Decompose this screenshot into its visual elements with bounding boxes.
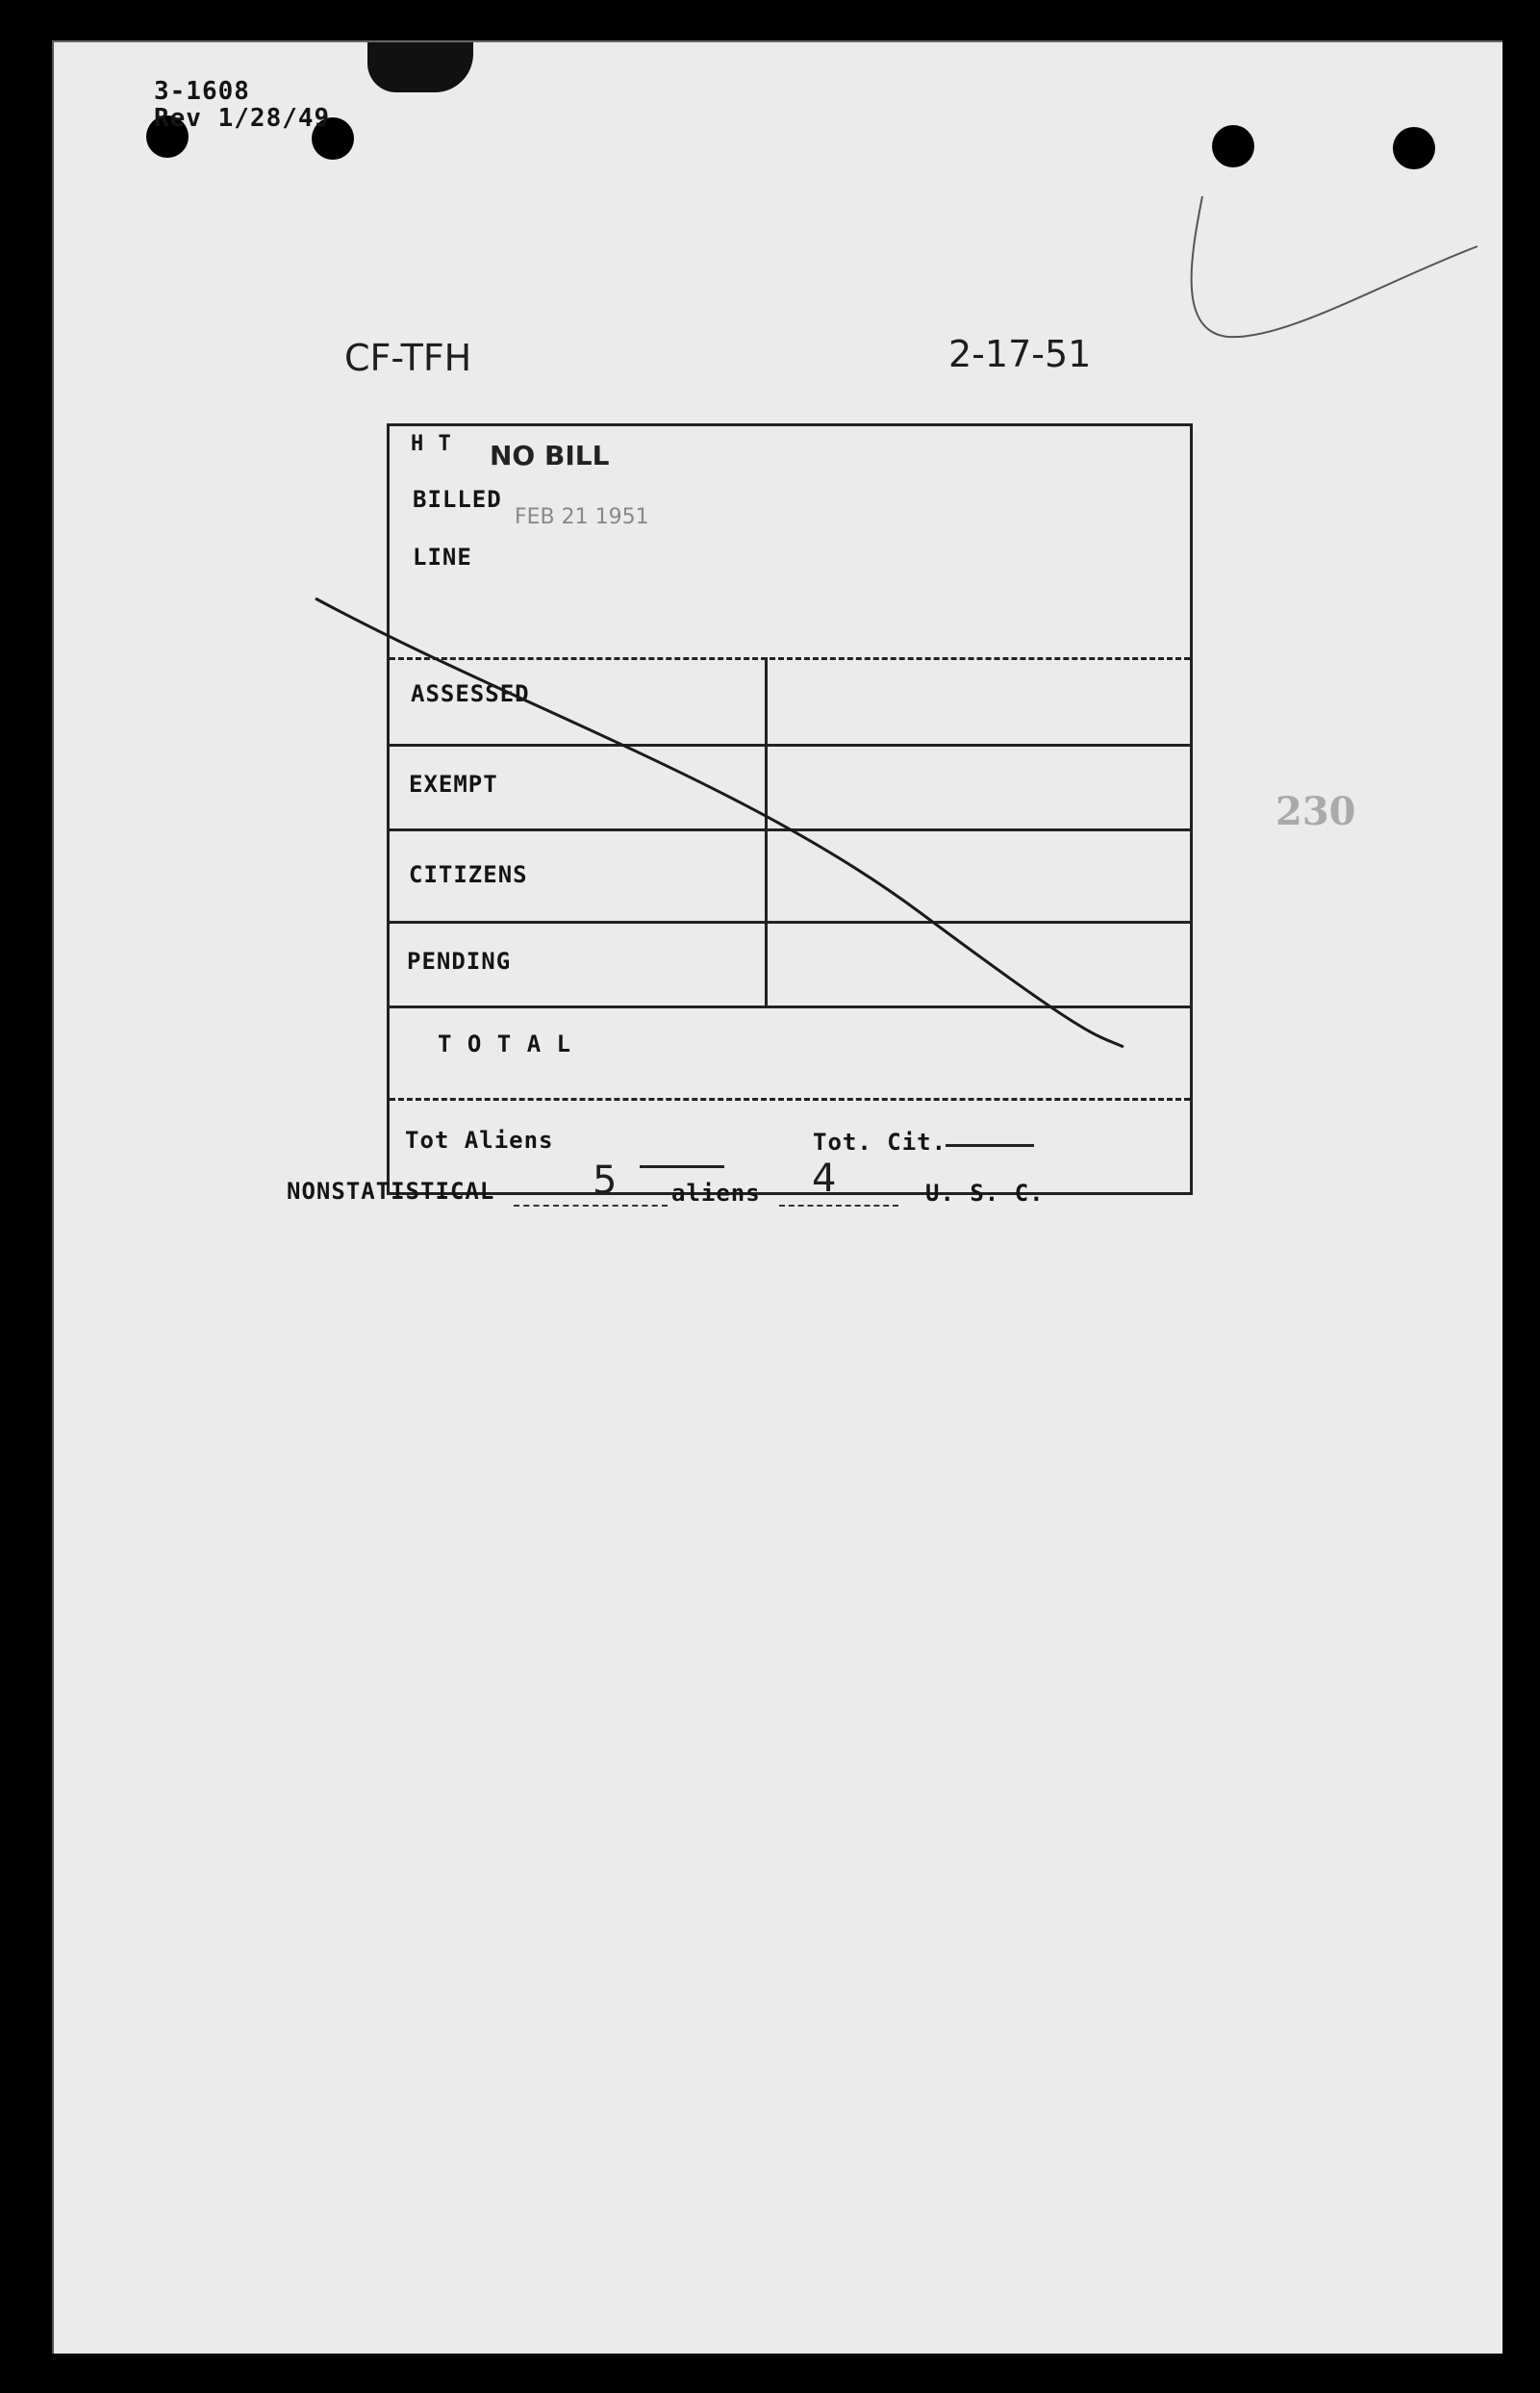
document-page bbox=[52, 40, 1502, 2354]
form-number: 3-1608 bbox=[154, 77, 250, 106]
ht-label: H T bbox=[411, 432, 452, 456]
tot-aliens-label: Tot Aliens bbox=[405, 1127, 554, 1154]
aliens-blank bbox=[514, 1205, 668, 1207]
tot-cit-label: Tot. Cit. bbox=[813, 1129, 947, 1156]
no-bill-stamp: NO BILL bbox=[490, 440, 610, 471]
date-stamp: FEB 21 1951 bbox=[515, 505, 649, 529]
line-label: LINE bbox=[413, 544, 472, 571]
total-label: T O T A L bbox=[438, 1031, 572, 1057]
pending-label: PENDING bbox=[407, 948, 512, 975]
exempt-label: EXEMPT bbox=[409, 771, 498, 798]
billed-label: BILLED bbox=[413, 486, 502, 513]
revision-date: Rev 1/28/49 bbox=[154, 104, 331, 133]
aliens-count: 5 bbox=[593, 1158, 618, 1203]
citizens-label: CITIZENS bbox=[409, 861, 528, 888]
cross-out-line bbox=[54, 42, 1502, 1197]
usc-blank bbox=[779, 1205, 898, 1207]
nonstatistical-label: NONSTATISTICAL bbox=[287, 1178, 495, 1205]
handwritten-code: CF-TFH bbox=[344, 337, 472, 379]
handwritten-date: 2-17-51 bbox=[948, 333, 1092, 375]
usc-count: 4 bbox=[812, 1157, 837, 1201]
margin-number: 230 bbox=[1275, 789, 1356, 834]
assessed-label: ASSESSED bbox=[411, 680, 530, 707]
aliens-label: aliens bbox=[671, 1180, 761, 1207]
usc-label: U. S. C. bbox=[925, 1180, 1045, 1207]
